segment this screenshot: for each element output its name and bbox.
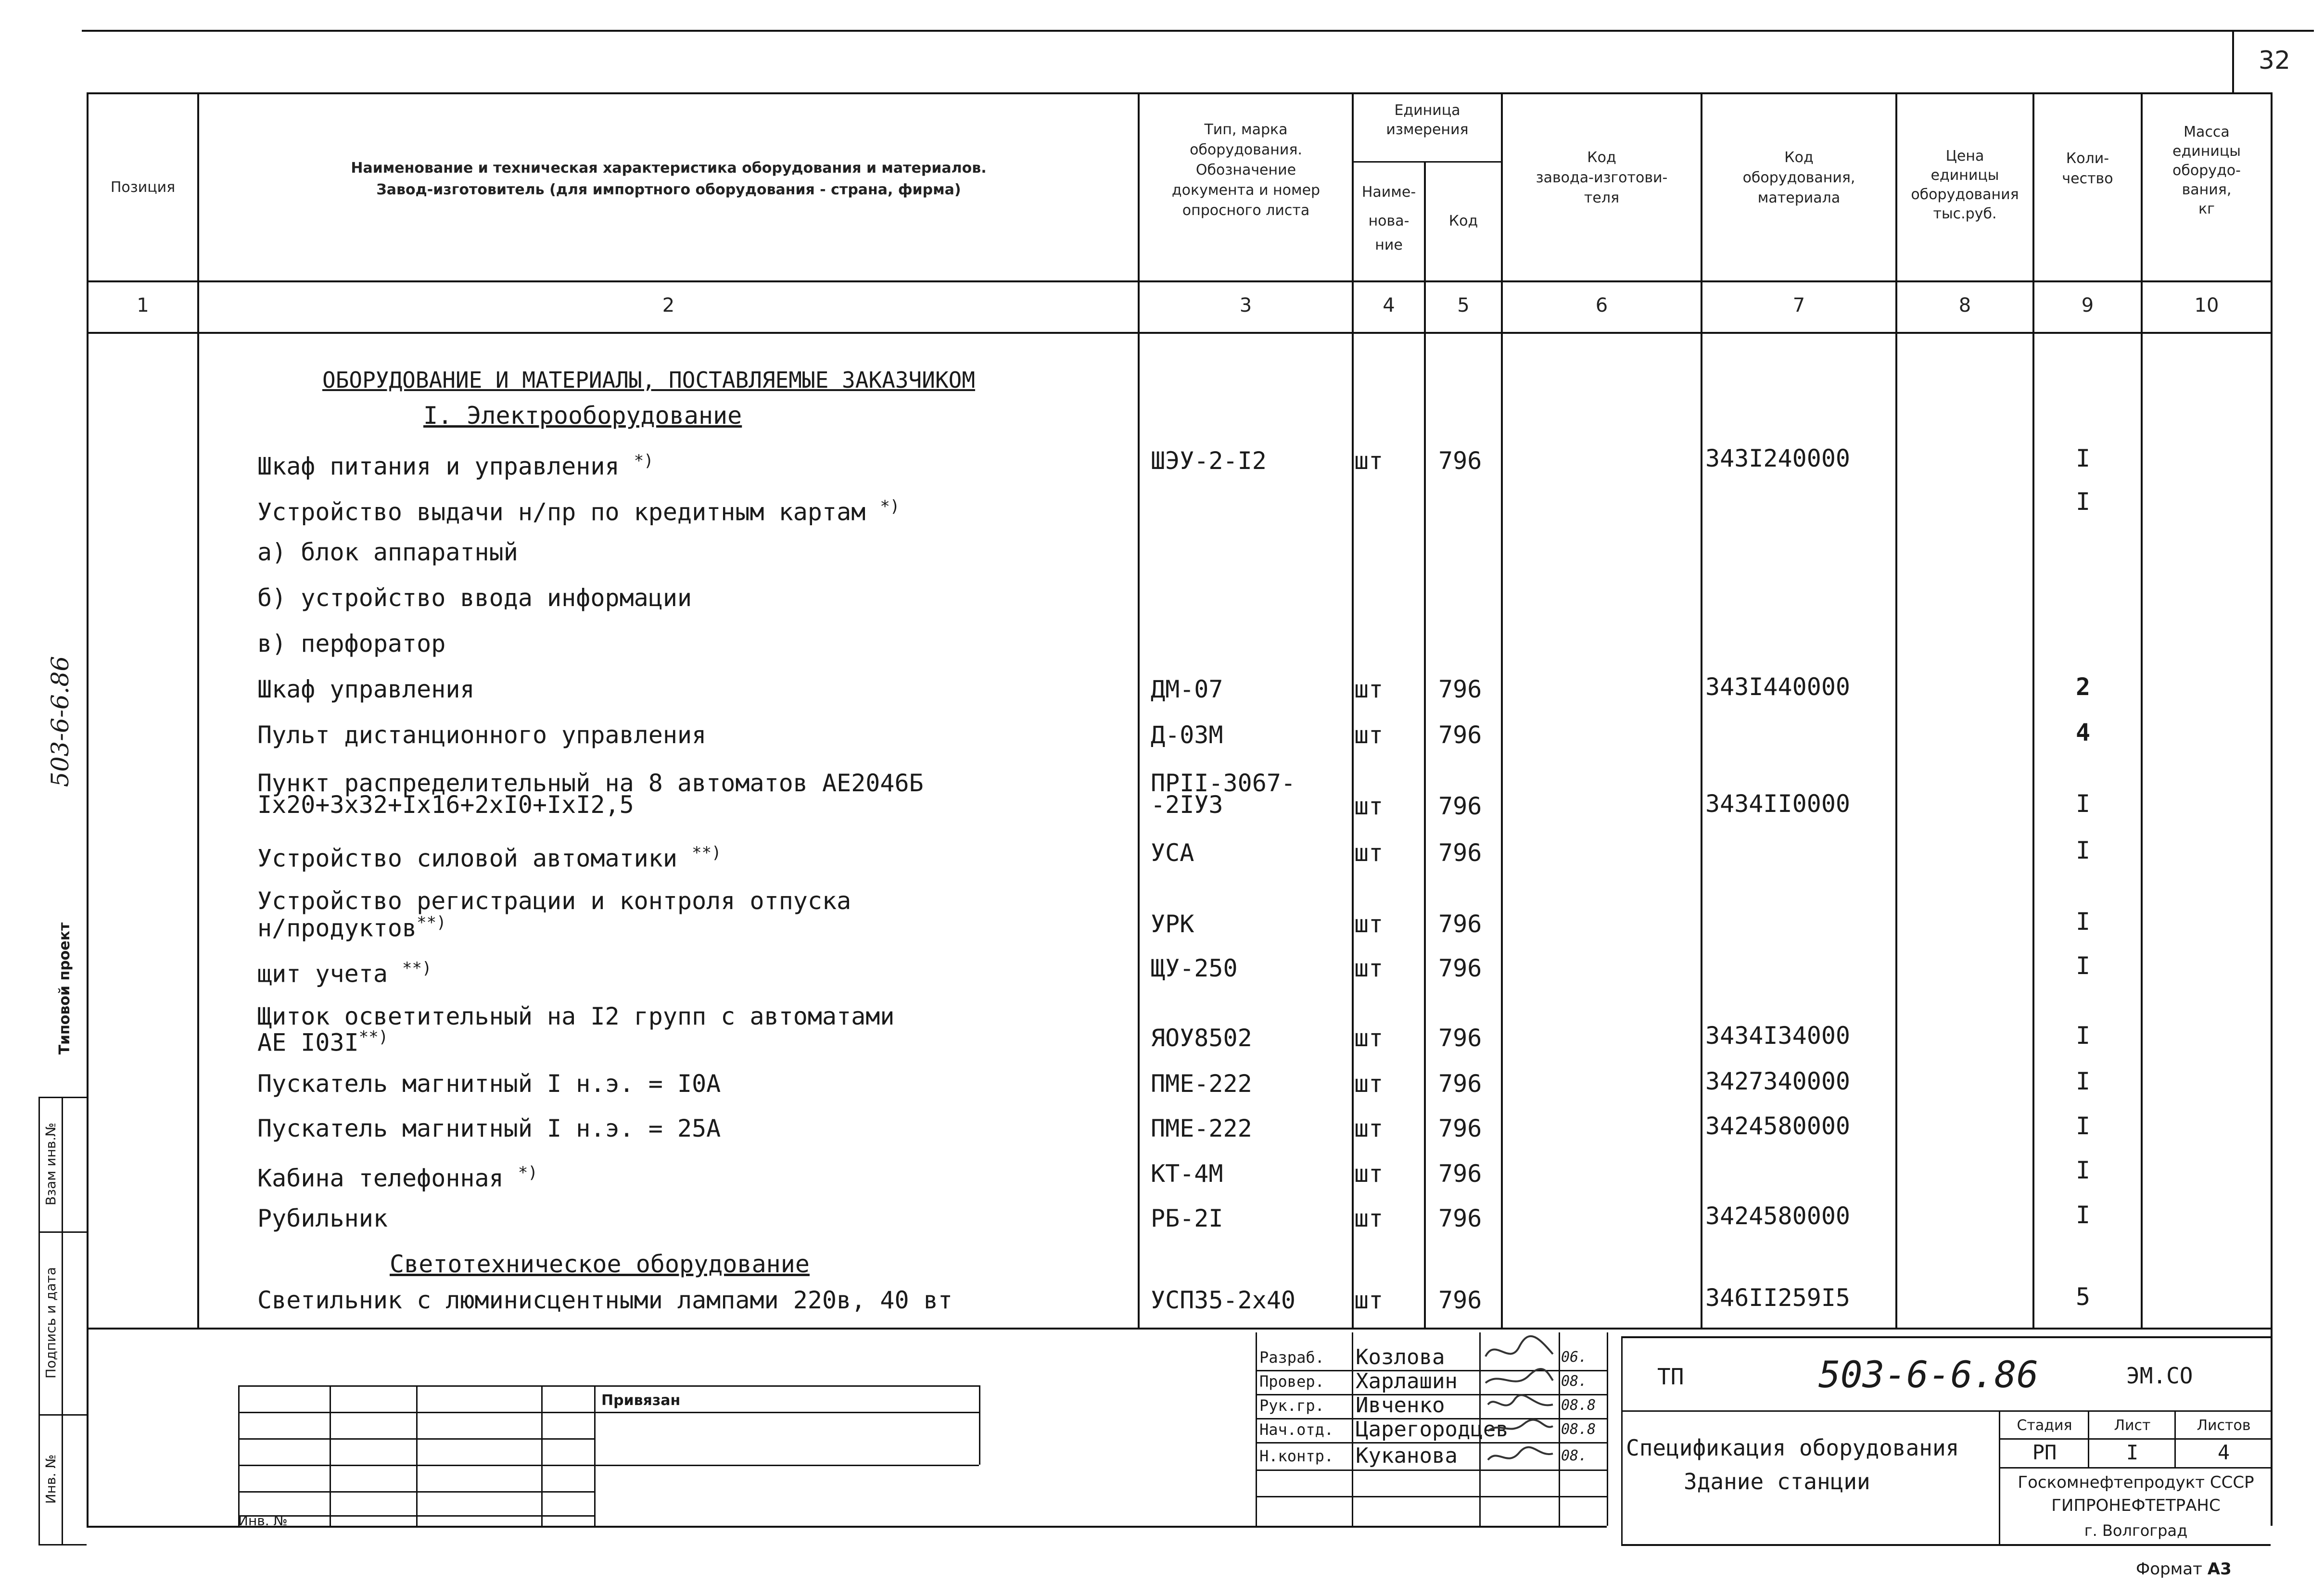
name-4: Куканова [1356,1444,1458,1468]
row-15-code: 796 [1438,1204,1482,1232]
row-7-unit: шт [1354,792,1384,820]
row-14-code: 796 [1438,1160,1482,1188]
row-12-code: 796 [1438,1070,1482,1098]
hdr-unit-name-3: ние [1375,237,1403,253]
row-0-qty: I [2076,444,2091,472]
colnum-7: 7 [1792,294,1805,317]
row-5-unit: шт [1354,675,1384,703]
row-13-eqcode: 3424580000 [1705,1112,1851,1140]
date-1: 08. [1561,1373,1587,1390]
privyazan-label: Привязан [601,1392,681,1409]
row-13-qty: I [2076,1112,2091,1140]
hdr-type-2: оборудования. [1190,141,1302,158]
subsection-electro: I. Электрооборудование [423,402,742,430]
col-line-6 [1701,92,1702,1329]
priv-v-5 [594,1385,596,1526]
hdr-mfr-2: завода-изготови- [1536,169,1668,186]
page-number: 32 [2258,46,2291,75]
typical-project-box [53,904,77,1073]
stamp-v-1 [1621,1336,1623,1544]
role-0: Разраб. [1259,1348,1324,1367]
row-5-name: Шкаф управления [257,675,475,703]
colnum-3: 3 [1239,294,1252,317]
inv-orig-box [40,1414,62,1544]
subsection-lighting: Светотехническое оборудование [390,1250,810,1278]
hdr-qty-1: Коли- [2066,150,2109,167]
colnum-6: 6 [1595,294,1608,317]
stamp-top [1621,1336,2271,1338]
name-3: Царегородцев [1356,1417,1509,1442]
row-15-unit: шт [1354,1204,1384,1232]
tb-inv-no: Инв. № [238,1513,288,1529]
hdr-type-4: документа и номер [1171,182,1321,199]
row-9-name: Устройство регистрации и контроля отпуска [257,887,851,915]
colnum-10: 10 [2194,294,2219,317]
row-16-eqcode: 346II259I5 [1705,1284,1851,1312]
row-0-type: ШЭУ-2-I2 [1151,447,1267,475]
row-11-name2: АЕ I03I**) [257,1027,389,1057]
hdr-eqcode-3: материала [1757,190,1841,206]
stamp-v-3 [2088,1410,2089,1467]
date-2: 08.8 [1561,1397,1596,1414]
sheet-label: Лист [2114,1417,2151,1434]
page-number-box-left [2232,30,2234,92]
col-line-8 [2032,92,2034,1329]
hdr-price-4: тыс.руб. [1933,205,1997,222]
signatures [1481,1328,1558,1496]
row-4-name: в) перфоратор [257,630,446,658]
col-line-7 [1895,92,1897,1329]
row-13-code: 796 [1438,1115,1482,1142]
row-1-name: Устройство выдачи н/пр по кредитным картам *) [257,497,900,526]
row-9-qty: I [2076,908,2091,936]
row-1-qty: I [2076,488,2091,516]
role-2: Рук.гр. [1259,1396,1324,1415]
row-10-name: щит учета **) [257,959,432,988]
tb-bottom-line-left [87,1526,1607,1528]
date-0: 06. [1561,1349,1587,1366]
col-line-3 [1352,92,1354,1329]
unit-split-line [1352,161,1501,163]
hdr-mfr-1: Код [1587,149,1616,166]
stage-value: РП [2032,1441,2057,1464]
hdr-unit-code: Код [1448,213,1478,229]
row-15-eqcode: 3424580000 [1705,1202,1851,1230]
hdr-mass-2: единицы [2172,143,2241,160]
row-13-name: Пускатель магнитный I н.э. = 25А [257,1115,721,1142]
top-border [82,30,2314,32]
priv-line-2 [238,1412,979,1413]
stamp-v-4 [2174,1410,2176,1467]
date-3: 08.8 [1561,1421,1596,1438]
row-14-unit: шт [1354,1160,1384,1188]
priv-v-2 [330,1385,331,1526]
doc-prefix: ТП [1657,1364,1684,1390]
colnum-4: 4 [1383,294,1395,317]
row-14-name: Кабина телефонная *) [257,1163,538,1192]
col-line-9 [2141,92,2143,1329]
row-16-code: 796 [1438,1286,1482,1314]
hdr-unit-name-2: нова- [1368,213,1410,229]
row-11-eqcode: 3434I34000 [1705,1022,1851,1050]
format-block: Формат А3 [2136,1559,2232,1579]
row-8-unit: шт [1354,839,1384,867]
row-10-unit: шт [1354,954,1384,982]
priv-line-4 [238,1465,979,1466]
hdr-unit-name-1: Наиме- [1361,184,1416,201]
sig-h-6 [1256,1496,1607,1497]
hdr-mass-4: вания, [2182,181,2232,198]
row-10-type: ЩУ-250 [1151,954,1238,982]
org-2: ГИПРОНЕФТЕТРАНС [2051,1496,2221,1515]
row-5-code: 796 [1438,675,1482,703]
doc-title-1: Спецификация оборудования [1626,1435,1959,1461]
signature-0 [1486,1336,1553,1356]
row-16-unit: шт [1354,1286,1384,1314]
table-top-line [87,92,2271,94]
row-7-code: 796 [1438,792,1482,820]
row-11-code: 796 [1438,1024,1482,1052]
org-3: г. Волгоград [2084,1521,2188,1540]
stamp-h-1 [1621,1410,2271,1412]
row-9-code: 796 [1438,910,1482,938]
row-7-qty: I [2076,790,2091,818]
row-16-name: Светильник с люминисцентными лампами 220в, 40 вт [257,1286,952,1314]
inv-no-box [40,1097,62,1231]
doc-title-2: Здание станции [1684,1469,1870,1495]
row-6-code: 796 [1438,721,1482,749]
row-7-type2: -2IУЗ [1151,791,1223,819]
row-12-qty: I [2076,1067,2091,1095]
hdr-name-2: Завод-изготовитель (для импортного оборудования - страна, фирма) [376,181,961,198]
table-bottom-line [87,1328,2271,1330]
sheet-value: I [2126,1441,2139,1464]
row-15-name: Рубильник [257,1204,388,1232]
row-15-type: РБ-2I [1151,1204,1223,1232]
row-5-type: ДМ-07 [1151,675,1223,703]
signature-3 [1488,1420,1553,1431]
margin-line-4 [38,1544,87,1545]
hdr-price-1: Цена [1945,148,1984,165]
col-line-5 [1501,92,1503,1329]
name-1: Харлашин [1356,1369,1458,1393]
row-8-type: УСА [1151,839,1194,867]
row-2-name: а) блок аппаратный [257,538,518,566]
row-8-qty: I [2076,836,2091,864]
priv-v-4 [541,1385,543,1526]
hdr-mfr-3: теля [1584,190,1620,206]
row-3-name: б) устройство ввода информации [257,584,692,612]
row-9-unit: шт [1354,910,1384,938]
hdr-type-1: Тип, марка [1204,121,1288,138]
row-10-qty: I [2076,952,2091,980]
priv-v-3 [416,1385,418,1526]
hdr-unit-1: Единица [1394,102,1460,119]
priv-v-6 [979,1385,980,1465]
row-16-qty: 5 [2076,1283,2091,1311]
doc-suffix: ЭМ.СО [2126,1363,2193,1389]
row-9-type: УРК [1151,910,1194,938]
role-3: Нач.отд. [1259,1420,1334,1439]
hdr-mass-1: Масса [2184,124,2230,140]
hdr-type-5: опросного листа [1182,202,1310,219]
row-10-code: 796 [1438,954,1482,982]
row-5-eqcode: 343I440000 [1705,673,1851,701]
hdr-name-1: Наименование и техническая характеристика оборудования и материалов. [351,160,987,177]
row-14-qty: I [2076,1156,2091,1184]
row-11-qty: I [2076,1022,2091,1050]
inv-orig-label: Инв. № [43,1454,59,1504]
stamp-h-3 [1999,1467,2271,1469]
row-7-name: Пункт распределительный на 8 автоматов АЕ2046Б [257,769,924,797]
stamp-h-2 [1999,1438,2271,1440]
hdr-eqcode-1: Код [1784,149,1814,166]
row-6-type: Д-03М [1151,721,1223,749]
row-11-type: ЯОУ8502 [1151,1024,1252,1052]
header-bottom-line [87,280,2271,282]
doc-number: 503-6-6.86 [1818,1353,2039,1396]
hdr-position: Позиция [110,179,176,196]
row-13-unit: шт [1354,1115,1384,1142]
row-0-eqcode: 343I240000 [1705,444,1851,472]
priv-v-1 [238,1385,240,1526]
row-8-code: 796 [1438,839,1482,867]
row-16-type: УСП35-2х40 [1151,1286,1296,1314]
row-6-name: Пульт дистанционного управления [257,721,707,749]
stamp-v-2 [1999,1410,2000,1544]
row-12-unit: шт [1354,1070,1384,1098]
colnum-2: 2 [662,294,675,317]
hdr-eqcode-2: оборудования, [1742,169,1855,186]
colnum-9: 9 [2081,294,2094,317]
row-9-name2: н/продуктов**) [257,913,446,942]
sign-date-label: Подпись и дата [43,1267,59,1379]
signature-4 [1488,1447,1553,1460]
colnum-5: 5 [1457,294,1470,317]
row-7-type: ПРII-3067- [1151,769,1296,797]
row-0-name: Шкаф питания и управления *) [257,451,654,481]
stage-label: Стадия [2017,1417,2072,1434]
row-12-name: Пускатель магнитный I н.э. = I0А [257,1070,721,1098]
priv-line-1 [238,1385,979,1387]
colnum-bottom-line [87,332,2271,334]
row-6-qty: 4 [2076,719,2091,747]
row-0-unit: шт [1354,447,1384,475]
stamp-bottom [1621,1544,2271,1546]
hdr-price-3: оборудования [1911,186,2019,203]
row-13-type: ПМЕ-222 [1151,1115,1252,1142]
colnum-8: 8 [1958,294,1971,317]
col-line-1 [197,92,199,1329]
row-7-name2: Iх20+3х32+Iх16+2хI0+IхI2,5 [257,791,634,819]
sign-date-box [40,1231,62,1414]
row-12-type: ПМЕ-222 [1151,1070,1252,1098]
row-11-unit: шт [1354,1024,1384,1052]
col-line-4 [1424,161,1426,1329]
col-line-10 [2271,92,2273,1526]
name-2: Ивченко [1356,1393,1445,1418]
role-4: Н.контр. [1259,1447,1334,1465]
section-title: ОБОРУДОВАНИЕ И МАТЕРИАЛЫ, ПОСТАВЛЯЕМЫЕ ЗАКАЗЧИКОМ [322,367,976,393]
margin-vline-1 [38,1097,40,1544]
hdr-price-2: единицы [1930,167,1999,184]
margin-vline-2 [62,1097,63,1544]
typical-project: Типовой проект [56,922,73,1055]
row-5-qty: 2 [2076,673,2091,701]
hdr-qty-2: чество [2062,170,2113,187]
signature-1 [1486,1369,1553,1383]
hdr-unit-2: измерения [1386,121,1469,138]
hdr-mass-3: оборудо- [2172,162,2241,179]
hdr-type-3: Обозначение [1195,162,1296,178]
org-1: Госкомнефтепродукт СССР [2018,1473,2254,1492]
row-15-qty: I [2076,1201,2091,1229]
role-1: Провер. [1259,1372,1324,1391]
row-8-name: Устройство силовой автоматики **) [257,843,722,873]
hdr-mass-5: кг [2198,201,2215,217]
col-line-2 [1138,92,1140,1329]
row-11-name: Щиток осветительный на I2 групп с автоматами [257,1002,895,1030]
vertical-code-box [43,601,77,842]
row-6-unit: шт [1354,721,1384,749]
row-7-eqcode: 3434II0000 [1705,790,1851,818]
sig-v-5 [1607,1332,1608,1526]
row-0-code: 796 [1438,447,1482,475]
vertical-code: 503-6-6.86 [46,656,74,787]
inv-no-label: Взам инв.№ [43,1122,59,1206]
row-14-type: КТ-4М [1151,1160,1223,1188]
signature-2 [1488,1395,1553,1405]
sheets-value: 4 [2217,1441,2230,1464]
sheets-label: Листов [2197,1417,2251,1434]
row-12-eqcode: 3427340000 [1705,1067,1851,1095]
colnum-1: 1 [137,294,149,317]
date-4: 08. [1561,1447,1587,1464]
name-0: Козлова [1356,1345,1445,1369]
